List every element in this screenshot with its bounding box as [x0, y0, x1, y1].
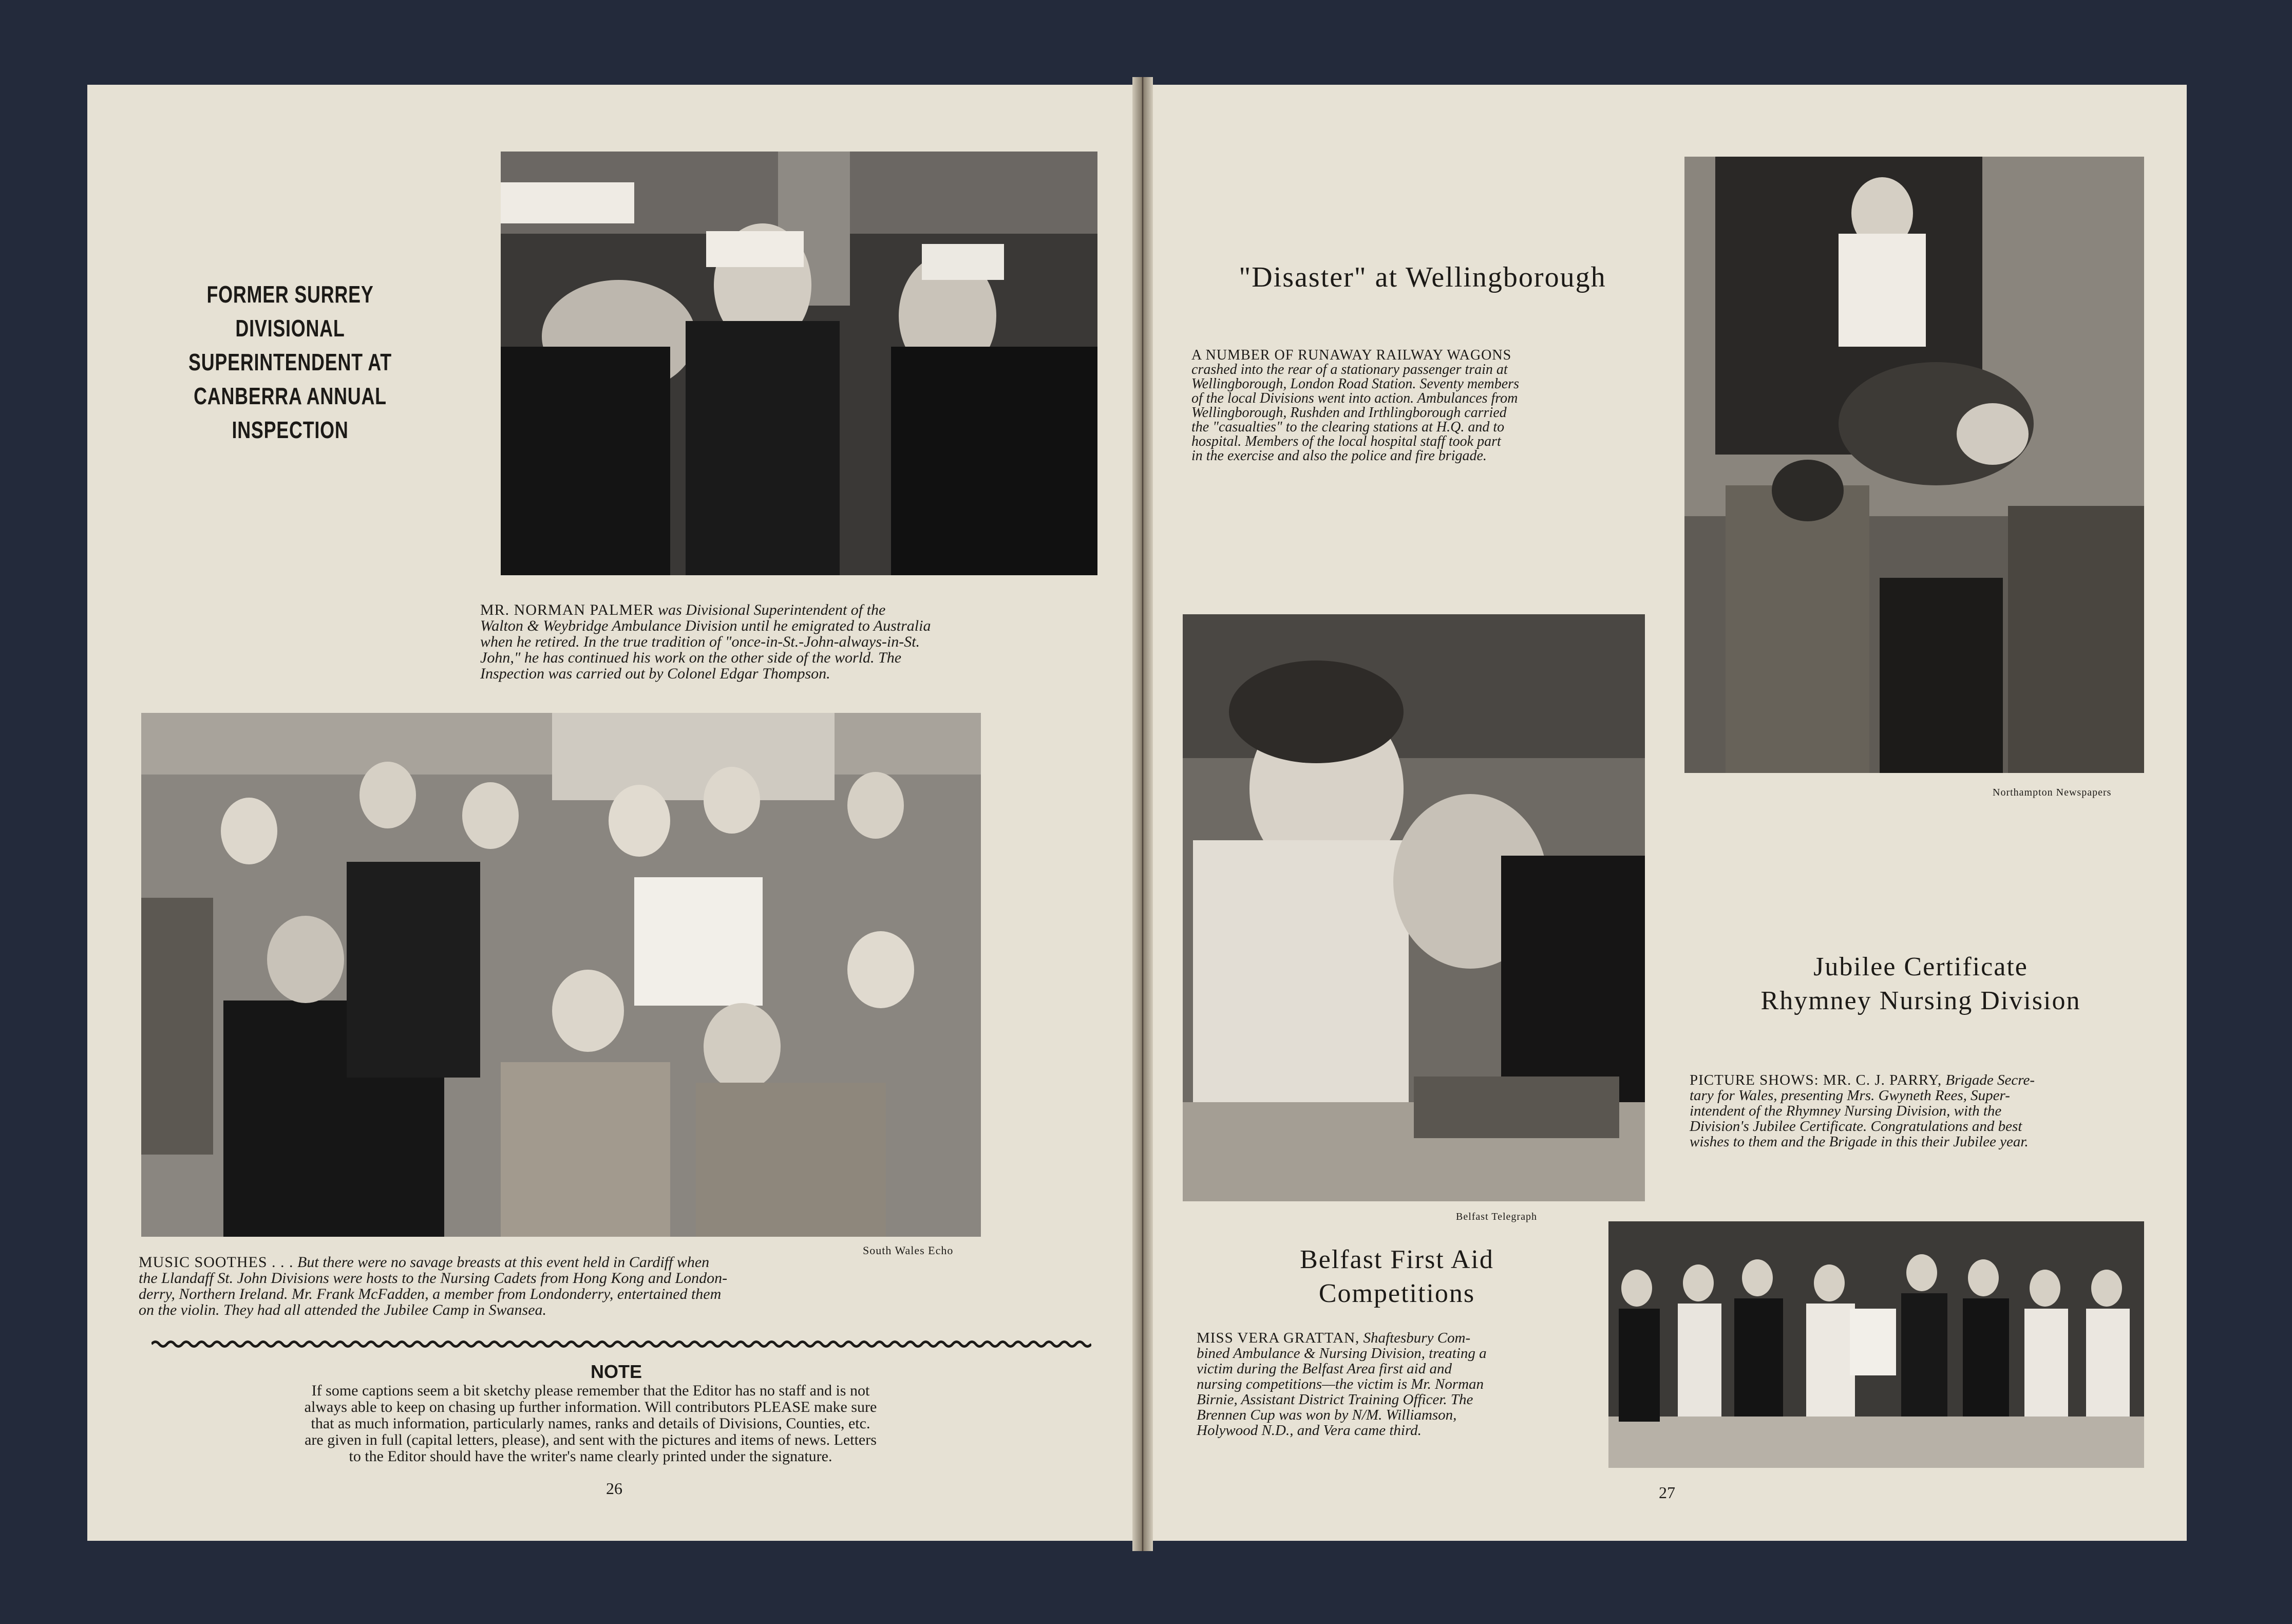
northampton-credit: Northampton Newspapers	[1993, 787, 2112, 798]
caption-line: intendent of the Rhymney Nursing Division, with the	[1690, 1103, 2002, 1119]
caption-line: Division's Jubilee Certificate. Congratulations and best	[1690, 1118, 2022, 1135]
caption-line: Shaftesbury Com-	[1363, 1330, 1471, 1346]
belfast-treatment-photo	[1183, 614, 1645, 1201]
caption-line: But there were no savage breasts at this event held in Cardiff when	[297, 1254, 710, 1271]
jubilee-group-photo	[1608, 1221, 2144, 1468]
caption-line: Holywood N.D., and Vera came third.	[1197, 1422, 1422, 1439]
disaster-caption	[1191, 348, 1643, 463]
headline-line-1: Jubilee Certificate	[1813, 952, 2028, 981]
caption-line: wishes to them and the Brigade in this their Jubilee year.	[1690, 1134, 2029, 1150]
headline-line-2: SUPERINTENDENT AT	[188, 349, 392, 375]
caption-line: Brennen Cup was won by N/M. Williamson,	[1197, 1407, 1457, 1423]
page-number-left: 26	[606, 1479, 622, 1498]
belfast-caption	[1197, 1330, 1597, 1438]
caption-line: the "casualties" to the clearing stations at H.Q. and to	[1191, 419, 1505, 435]
note-line: are given in full (capital letters, please), and sent with the pictures and items of news. Letters	[305, 1431, 877, 1448]
caption-line: Wellingborough, London Road Station. Seventy members	[1191, 376, 1519, 392]
disaster-headline: "Disaster" at Wellingborough	[1239, 261, 1606, 293]
caption-lead: PICTURE SHOWS: MR. C. J. PARRY,	[1690, 1072, 1942, 1088]
note-title: NOTE	[590, 1361, 642, 1382]
caption-line: in the exercise and also the police and fire brigade.	[1191, 448, 1487, 464]
caption-line: hospital. Members of the local hospital staff took part	[1191, 433, 1501, 449]
caption-line: crashed into the rear of a stationary passenger train at	[1191, 362, 1508, 377]
jubilee-caption	[1690, 1072, 2162, 1149]
caption-line: derry, Northern Ireland. Mr. Frank McFadden, a member from Londonderry, entertained them	[139, 1286, 722, 1302]
caption-line: nursing competitions—the victim is Mr. Norman	[1197, 1376, 1484, 1392]
note-line: If some captions seem a bit sketchy please remember that the Editor has no staff and is not	[311, 1382, 870, 1399]
headline-line-4: INSPECTION	[232, 417, 349, 443]
surrey-headline	[164, 277, 416, 447]
caption-lead: MR. NORMAN PALMER	[480, 601, 654, 618]
caption-line: Walton & Weybridge Ambulance Division until he emigrated to Australia	[480, 617, 931, 634]
caption-line: Brigade Secre-	[1945, 1072, 2035, 1088]
headline-line-2: Rhymney Nursing Division	[1760, 986, 2081, 1015]
wellingborough-photo	[1684, 157, 2144, 773]
caption-line: Birnie, Assistant District Training Officer. The	[1197, 1391, 1473, 1408]
caption-lead: A NUMBER OF RUNAWAY RAILWAY WAGONS	[1191, 347, 1512, 363]
caption-line: tary for Wales, presenting Mrs. Gwyneth Rees, Super-	[1690, 1087, 2010, 1104]
caption-line: the Llandaff St. John Divisions were hosts to the Nursing Cadets from Hong Kong and London-	[139, 1270, 728, 1287]
south-wales-echo-credit: South Wales Echo	[863, 1244, 954, 1257]
caption-line: when he retired. In the true tradition of "once-in-St.-John-always-in-St.	[480, 633, 920, 650]
palmer-caption	[480, 602, 1086, 682]
page-number-right: 27	[1659, 1483, 1675, 1502]
caption-lead: MISS VERA GRATTAN,	[1197, 1330, 1360, 1346]
note-line: that as much information, particularly names, ranks and details of Divisions, Counties, etc.	[311, 1415, 870, 1432]
caption-line: on the violin. They had all attended the Jubilee Camp in Swansea.	[139, 1301, 547, 1318]
caption-line: bined Ambulance & Nursing Division, treating a	[1197, 1345, 1487, 1362]
belfast-headline	[1202, 1243, 1592, 1311]
headline-line-1: FORMER SURREY DIVISIONAL	[206, 281, 374, 342]
caption-line: was Divisional Superintendent of the	[657, 601, 886, 618]
note-line: always able to keep on chasing up further information. Will contributors PLEASE make sure	[304, 1399, 877, 1415]
music-soothes-photo	[141, 713, 981, 1237]
note-body	[169, 1383, 1012, 1465]
headline-line-3: CANBERRA ANNUAL	[194, 383, 387, 409]
note-line: to the Editor should have the writer's name clearly printed under the signature.	[349, 1448, 832, 1465]
caption-line: Inspection was carried out by Colonel Edgar Thompson.	[480, 665, 830, 682]
caption-line: victim during the Belfast Area first aid and	[1197, 1361, 1452, 1377]
caption-line: Wellingborough, Rushden and Irthlingborough carried	[1191, 405, 1507, 421]
wavy-divider	[151, 1339, 1091, 1349]
jubilee-headline	[1684, 950, 2157, 1018]
headline-line-1: Belfast First Aid	[1300, 1245, 1494, 1274]
music-caption	[139, 1254, 981, 1318]
headline-line-2: Competitions	[1318, 1279, 1475, 1308]
canberra-inspection-photo	[501, 152, 1097, 575]
belfast-telegraph-credit: Belfast Telegraph	[1456, 1211, 1537, 1222]
caption-line: John," he has continued his work on the other side of the world. The	[480, 649, 902, 666]
caption-line: of the local Divisions went into action. Ambulances from	[1191, 390, 1518, 406]
binding-gutter	[1132, 77, 1153, 1551]
caption-lead: MUSIC SOOTHES . . .	[139, 1254, 294, 1271]
